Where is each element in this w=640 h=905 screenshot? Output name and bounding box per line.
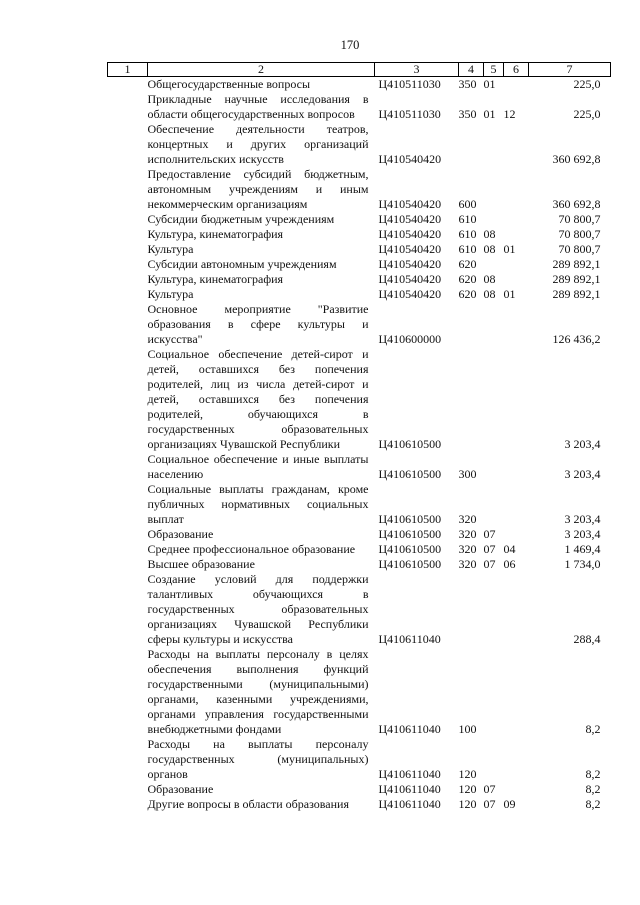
- row-pr: 06: [503, 557, 516, 571]
- table-row: [108, 797, 611, 812]
- column-header-4: 4: [459, 63, 484, 77]
- row-rz: 08: [483, 242, 496, 256]
- row-vr: 120: [458, 797, 477, 811]
- row-name: Социальное обеспечение детей-сирот и детей, оставшихся без попечения родителей, лиц из числа детей-сирот и детей, оставшихся без попечения родителей, обучающихся в государственных образовательных организациях Чувашской Республики: [147, 347, 369, 451]
- table-row: [108, 572, 611, 647]
- row-vr: 320: [458, 527, 477, 541]
- row-pr: [504, 257, 529, 272]
- row-name: Расходы на выплаты персоналу в целях обеспечения выполнения функций государственными (муниципальными) органами, казенными учреждениями, органами управления государственными внебюджетными фондами: [147, 647, 369, 736]
- table-row: [108, 302, 611, 347]
- row-pr: [504, 122, 529, 167]
- table-row: [108, 647, 611, 737]
- row-name: Среднее профессиональное образование: [147, 542, 356, 556]
- row-amount: 3 203,4: [564, 437, 601, 451]
- row-vr: 610: [458, 227, 477, 241]
- row-code: Ц410540420: [378, 152, 442, 166]
- row-amount: 1 469,4: [564, 542, 601, 556]
- row-code: Ц410540420: [378, 227, 442, 241]
- row-amount: 360 692,8: [552, 197, 601, 211]
- row-vr: 320: [458, 512, 477, 526]
- column-header-2: 2: [148, 63, 375, 77]
- table-row: [108, 287, 611, 302]
- table-row: [108, 737, 611, 782]
- row-name: Образование: [147, 527, 214, 541]
- row-code: Ц410610500: [378, 437, 442, 451]
- row-name: Прикладные научные исследования в области общегосударственных вопросов: [147, 92, 369, 121]
- column-header-5: 5: [484, 63, 504, 77]
- row-pr: [504, 647, 529, 737]
- table-row: [108, 167, 611, 212]
- row-pr: 04: [503, 542, 516, 556]
- row-rz: [484, 482, 504, 527]
- row-code: Ц410610500: [378, 557, 442, 571]
- table-row: [108, 782, 611, 797]
- row-code: Ц410610500: [378, 467, 442, 481]
- row-pr: [504, 77, 529, 93]
- row-vr: 350: [458, 107, 477, 121]
- table-header-row: [108, 63, 611, 77]
- row-pr: [504, 167, 529, 212]
- row-amount: 360 692,8: [552, 152, 601, 166]
- row-name: Расходы на выплаты персоналу государственных (муниципальных) органов: [147, 737, 369, 781]
- row-pr: 01: [503, 242, 516, 256]
- row-code: Ц410511030: [378, 77, 441, 91]
- column-header-6: 6: [504, 63, 529, 77]
- row-pr: [504, 227, 529, 242]
- row-pr: 12: [503, 107, 516, 121]
- row-name: Субсидии автономным учреждениям: [147, 257, 337, 271]
- row-amount: 8,2: [585, 722, 601, 736]
- row-pr: [504, 302, 529, 347]
- column-header-1: 1: [108, 63, 148, 77]
- row-amount: 225,0: [573, 77, 601, 91]
- row-vr: 320: [458, 542, 477, 556]
- row-rz: [484, 302, 504, 347]
- row-pr: [504, 572, 529, 647]
- table-row: [108, 227, 611, 242]
- row-amount: 70 800,7: [558, 227, 601, 241]
- table-row: [108, 542, 611, 557]
- row-name: Высшее образование: [147, 557, 255, 571]
- row-pr: [504, 347, 529, 452]
- row-code: Ц410611040: [378, 797, 441, 811]
- row-vr: 100: [458, 722, 477, 736]
- row-amount: 289 892,1: [552, 257, 601, 271]
- row-amount: 8,2: [585, 767, 601, 781]
- row-pr: 09: [503, 797, 516, 811]
- row-vr: 620: [458, 272, 477, 286]
- row-rz: 07: [483, 557, 496, 571]
- row-rz: 07: [483, 782, 496, 796]
- row-rz: [484, 167, 504, 212]
- row-rz: [484, 257, 504, 272]
- row-amount: 1 734,0: [564, 557, 601, 571]
- row-pr: [504, 212, 529, 227]
- row-amount: 225,0: [573, 107, 601, 121]
- row-name: Другие вопросы в области образования: [147, 797, 349, 811]
- row-vr: 320: [458, 557, 477, 571]
- row-code: Ц410600000: [378, 332, 442, 346]
- row-rz: [484, 347, 504, 452]
- row-code: Ц410611040: [378, 782, 441, 796]
- row-name: Субсидии бюджетным учреждениям: [147, 212, 335, 226]
- row-rz: 07: [483, 527, 496, 541]
- column-header-7: 7: [529, 63, 611, 77]
- row-name: Создание условий для поддержки талантливых обучающихся в государственных образовательных организациях Чувашской Республики сферы культуры и искусства: [147, 572, 369, 646]
- row-name: Культура, кинематография: [147, 227, 284, 241]
- row-rz: [484, 122, 504, 167]
- row-vr: 610: [458, 212, 477, 226]
- row-pr: [504, 452, 529, 482]
- row-name: Основное мероприятие "Развитие образования в сфере культуры и искусства": [147, 302, 369, 346]
- row-rz: 08: [483, 272, 496, 286]
- row-pr: [504, 527, 529, 542]
- row-amount: 3 203,4: [564, 527, 601, 541]
- row-vr: [459, 122, 484, 167]
- row-pr: 01: [503, 287, 516, 301]
- row-amount: 3 203,4: [564, 467, 601, 481]
- row-rz: [484, 212, 504, 227]
- row-code: Ц410611040: [378, 722, 441, 736]
- row-rz: 08: [483, 287, 496, 301]
- row-amount: 288,4: [573, 632, 601, 646]
- row-amount: 8,2: [585, 782, 601, 796]
- row-vr: 600: [458, 197, 477, 211]
- row-rz: [484, 452, 504, 482]
- table-row: [108, 77, 611, 93]
- row-name: Образование: [147, 782, 214, 796]
- row-rz: 01: [483, 107, 496, 121]
- row-name: Обеспечение деятельности театров, концертных и других организаций исполнительских искусств: [147, 122, 369, 166]
- table-row: [108, 482, 611, 527]
- row-code: Ц410511030: [378, 107, 441, 121]
- row-name: Социальные выплаты гражданам, кроме публичных нормативных социальных выплат: [147, 482, 369, 526]
- row-rz: [484, 737, 504, 782]
- row-code: Ц410611040: [378, 632, 441, 646]
- table-row: [108, 257, 611, 272]
- row-name: Культура, кинематография: [147, 272, 284, 286]
- column-header-3: 3: [375, 63, 459, 77]
- row-name: Предоставление субсидий бюджетным, автономным учреждениям и иным некоммерческим организациям: [147, 167, 369, 211]
- row-amount: 126 436,2: [552, 332, 601, 346]
- table-row: [108, 527, 611, 542]
- budget-table: [107, 62, 611, 812]
- row-code: Ц410540420: [378, 242, 442, 256]
- row-amount: 3 203,4: [564, 512, 601, 526]
- row-rz: 08: [483, 227, 496, 241]
- row-code: Ц410540420: [378, 212, 442, 226]
- row-name: Культура: [147, 242, 194, 256]
- table-row: [108, 272, 611, 287]
- row-vr: 300: [458, 467, 477, 481]
- table-body: [108, 77, 611, 813]
- row-name: Общегосударственные вопросы: [147, 77, 311, 91]
- row-name: Культура: [147, 287, 194, 301]
- table-row: [108, 122, 611, 167]
- row-amount: 8,2: [585, 797, 601, 811]
- row-code: Ц410540420: [378, 257, 442, 271]
- row-vr: 350: [458, 77, 477, 91]
- row-rz: [484, 572, 504, 647]
- row-rz: 07: [483, 542, 496, 556]
- row-code: Ц410611040: [378, 767, 441, 781]
- table-row: [108, 212, 611, 227]
- row-code: Ц410540420: [378, 287, 442, 301]
- row-rz: [484, 647, 504, 737]
- page-number: 170: [340, 38, 360, 52]
- row-code: Ц410610500: [378, 542, 442, 556]
- row-code: Ц410540420: [378, 197, 442, 211]
- row-vr: 620: [458, 287, 477, 301]
- row-vr: 610: [458, 242, 477, 256]
- row-code: Ц410610500: [378, 527, 442, 541]
- row-code: Ц410540420: [378, 272, 442, 286]
- row-vr: 120: [458, 782, 477, 796]
- row-pr: [504, 272, 529, 287]
- row-rz: 01: [483, 77, 496, 91]
- row-vr: 120: [458, 767, 477, 781]
- row-amount: 289 892,1: [552, 272, 601, 286]
- table-row: [108, 92, 611, 122]
- row-name: Социальное обеспечение и иные выплаты населению: [147, 452, 369, 481]
- table-row: [108, 347, 611, 452]
- table-row: [108, 242, 611, 257]
- row-pr: [504, 737, 529, 782]
- row-pr: [504, 782, 529, 797]
- table-row: [108, 452, 611, 482]
- row-code: Ц410610500: [378, 512, 442, 526]
- row-amount: 70 800,7: [558, 242, 601, 256]
- row-pr: [504, 482, 529, 527]
- row-vr: [459, 572, 484, 647]
- table-row: [108, 557, 611, 572]
- row-amount: 289 892,1: [552, 287, 601, 301]
- row-vr: [459, 347, 484, 452]
- row-rz: 07: [483, 797, 496, 811]
- row-vr: 620: [458, 257, 477, 271]
- row-vr: [459, 302, 484, 347]
- row-amount: 70 800,7: [558, 212, 601, 226]
